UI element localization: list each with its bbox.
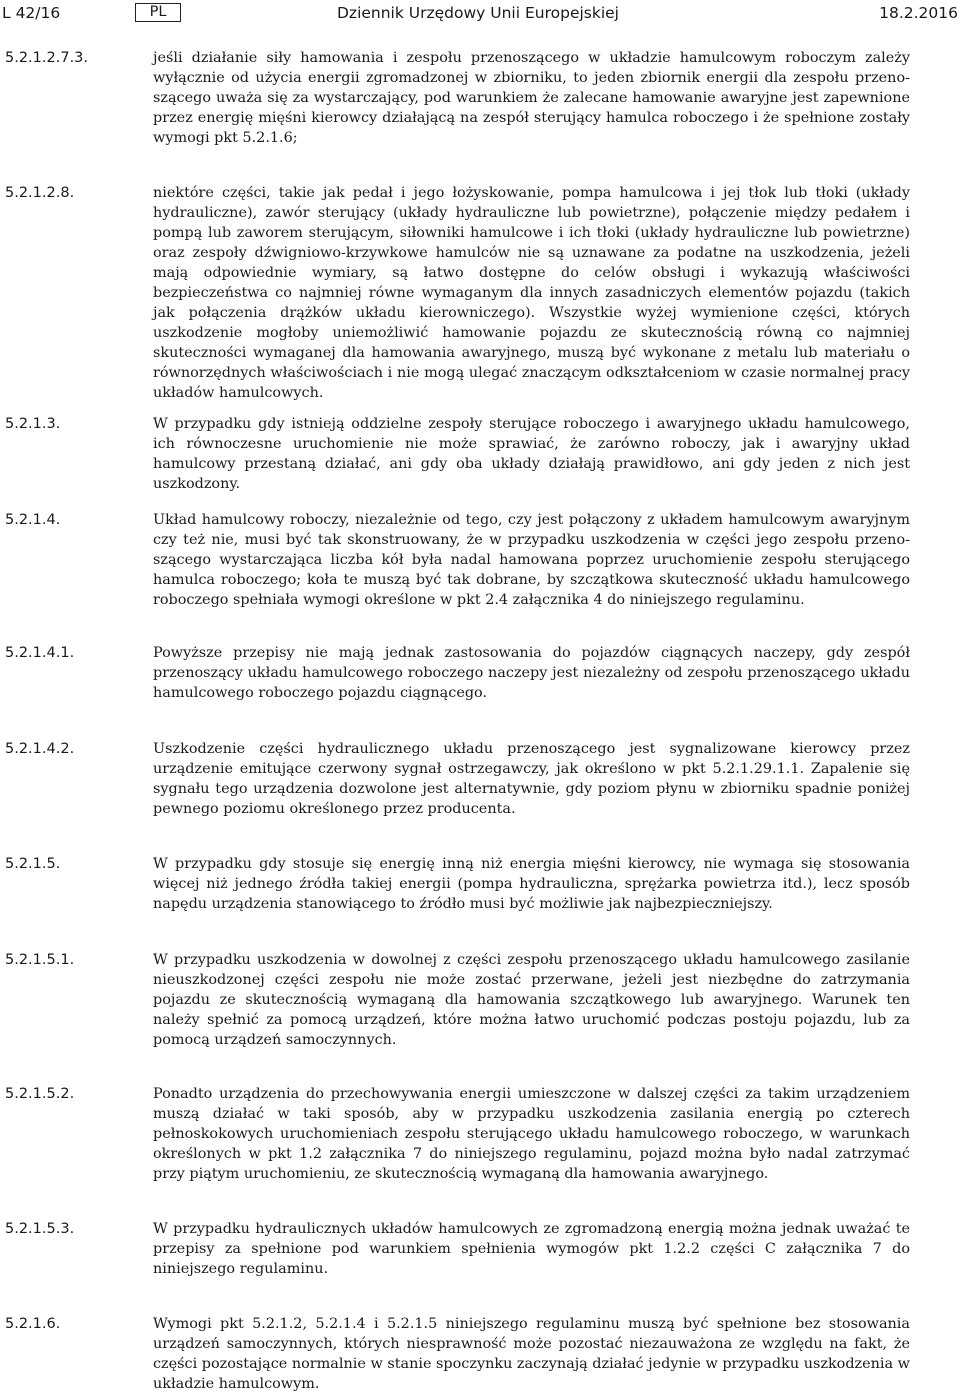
section-number: 5.2.1.5.3. [5,1221,75,1237]
section-number: 5.2.1.6. [5,1316,61,1332]
section-text: W przypadku hydraulicznych układów hamulcowych ze zgromadzoną energią można jednak uważać te przepisy za spełnione pod warunkiem spełnienia wymogów pkt 1.2.2 części C załącznika 7 do niniejszego regulaminu. [153,1221,910,1277]
section-text: W przypadku uszkodzenia w dowolnej z części zespołu przenoszącego układu hamulcowego zasilanie nieuszkodzonej części zespołu nie może zostać przerwane, jeżeli jest niezbędne do zatrzymania pojazdu ze skutecznością wymaganą dla hamowania szczątkowego lub awaryjnego. Warunek ten należy spełnić za pomocą urządzeń, które można łatwo uruchomić podczas postoju pojazdu, lub za pomocą urządzeń samoczynnych. [153,952,910,1048]
section-text: W przypadku gdy stosuje się energię inną niż energia mięśni kierowcy, nie wymaga się stosowania więcej niż jednego źródła takiej energii (pompa hydrauliczna, sprężarka powietrza itd.), lecz sposób napędu urządzenia stanowiącego to źródło musi być możliwie jak najbezpieczniejszy. [153,856,910,912]
section-text: W przypadku gdy istnieją oddzielne zespoły sterujące roboczego i awaryjnego układu hamulcowego, ich równoczesne uruchomienie nie może sprawiać, że zarówno roboczy, jak i awaryjny układ hamulcowy przestaną działać, ani gdy oba układy działają prawidłowo, ani gdy jeden z nich jest uszkodzony. [153,416,910,492]
journal-title: Dziennik Urzędowy Unii Europejskiej [337,4,619,22]
section-text: Powyższe przepisy nie mają jednak zastosowania do pojazdów ciągnących naczepy, gdy zespół przenoszący układu hamulcowego roboczego naczepy jest niezależny od zespołu przenoszącego układu hamulcowego roboczego pojazdu ciągnącego. [153,645,910,701]
section-number: 5.2.1.5.1. [5,952,75,968]
section-number: 5.2.1.3. [5,416,61,432]
section-text: Układ hamulcowy roboczy, niezależnie od tego, czy jest połączony z układem hamulcowym awaryjnym czy też nie, musi być tak skonstruowany, że w przypadku uszkodzenia w części jego zespołu przenoszącego wystarczająca liczba kół była nadal hamowana poprzez uruchomienie zespołu sterującego hamulca roboczego; koła te muszą być tak dobrane, by szczątkowa skuteczność układu hamulcowego roboczego spełniała wymogi określone w pkt 2.4 załącznika 4 do niniejszego regulaminu. [153,512,910,608]
section-text: jeśli działanie siły hamowania i zespołu przenoszącego w układzie hamulcowym roboczym zależy wyłącznie od użycia energii zgromadzonej w zbiorniku, to jeden zbiornik energii dla zespołu przenoszącego uważa się za wystarczający, pod warunkiem że zalecane hamowanie awaryjne jest zapewnione przez energię mięśni kierowcy działającą na zespół sterujący hamulca roboczego i że spełnione zostały wymogi pkt 5.2.1.6; [153,50,910,146]
section-number: 5.2.1.5.2. [5,1086,75,1102]
section-number: 5.2.1.5. [5,856,61,872]
section-number: 5.2.1.2.8. [5,185,75,201]
page-reference: L 42/16 [2,4,61,22]
section-number: 5.2.1.4. [5,512,61,528]
section-number: 5.2.1.4.1. [5,645,75,661]
section-text: niektóre części, takie jak pedał i jego łożyskowanie, pompa hamulcowa i jej tłok lub tłoki (układy hydrauliczne), zawór sterujący (układy hydrauliczne lub powietrzne), połączenie między pedałem i pompą lub zaworem sterującym, siłowniki hamulcowe i ich tłoki (układy hydrauliczne lub powietrzne) oraz zespoły dźwigniowo-krzywkowe hamulców nie są uznawane za podatne na uszkodzenia, jeżeli mają odpowiednie wymiary, są łatwo dostępne do celów obsługi i wykazują właściwości bezpieczeństwa co najmniej równe wymaganym dla innych zasadniczych elementów pojazdu (takich jak połączenia drążków układu kierowniczego). Wszystkie wyżej wymienione części, których uszkodzenie mogłoby uniemożliwić hamowanie pojazdu ze skutecznością równą co najmniej skuteczności wymaganej dla hamowania awaryjnego, muszą być wykonane z metalu lub materiału o równorzędnych właściwościach i nie mogą ulegać znaczącym odkształceniom w czasie normalnej pracy układów hamulcowych. [153,185,910,401]
section-text: Ponadto urządzenia do przechowywania energii umieszczone w dalszej części za takim urządzeniem muszą działać w taki sposób, aby w przypadku uszkodzenia zasilania energią po czterech pełnoskokowych uruchomieniach zespołu sterującego układu hamulcowego roboczego, w warunkach określonych w pkt 1.2 załącznika 7 do niniejszego regulaminu, pojazd można było nadal zatrzymać przy piątym uruchomieniu, ze skutecznością wymaganą dla hamowania awaryjnego. [153,1086,910,1182]
section-text: Wymogi pkt 5.2.1.2, 5.2.1.4 i 5.2.1.5 niniejszego regulaminu muszą być spełnione bez stosowania urządzeń samoczynnych, których niesprawność może pozostać niezauważona ze względu na fakt, że części pozostające normalnie w stanie spoczynku zaczynają działać jedynie w przypadku uszkodzenia w układzie hamulcowym. [153,1316,910,1392]
section-number: 5.2.1.4.2. [5,741,75,757]
publication-date: 18.2.2016 [879,4,958,22]
section-number: 5.2.1.2.7.3. [5,50,89,66]
page-header [0,2,960,24]
language-badge: PL [135,3,181,22]
section-text: Uszkodzenie części hydraulicznego układu przenoszącego jest sygnalizowane kierowcy przez urządzenie emitujące czerwony sygnał ostrzegawczy, jak określono w pkt 5.2.1.29.1.1. Zapalenie się sygnału tego urządzenia dozwolone jest alternatywnie, gdy poziom płynu w zbiorniku spadnie poniżej pewnego poziomu określonego przez producenta. [153,741,910,817]
